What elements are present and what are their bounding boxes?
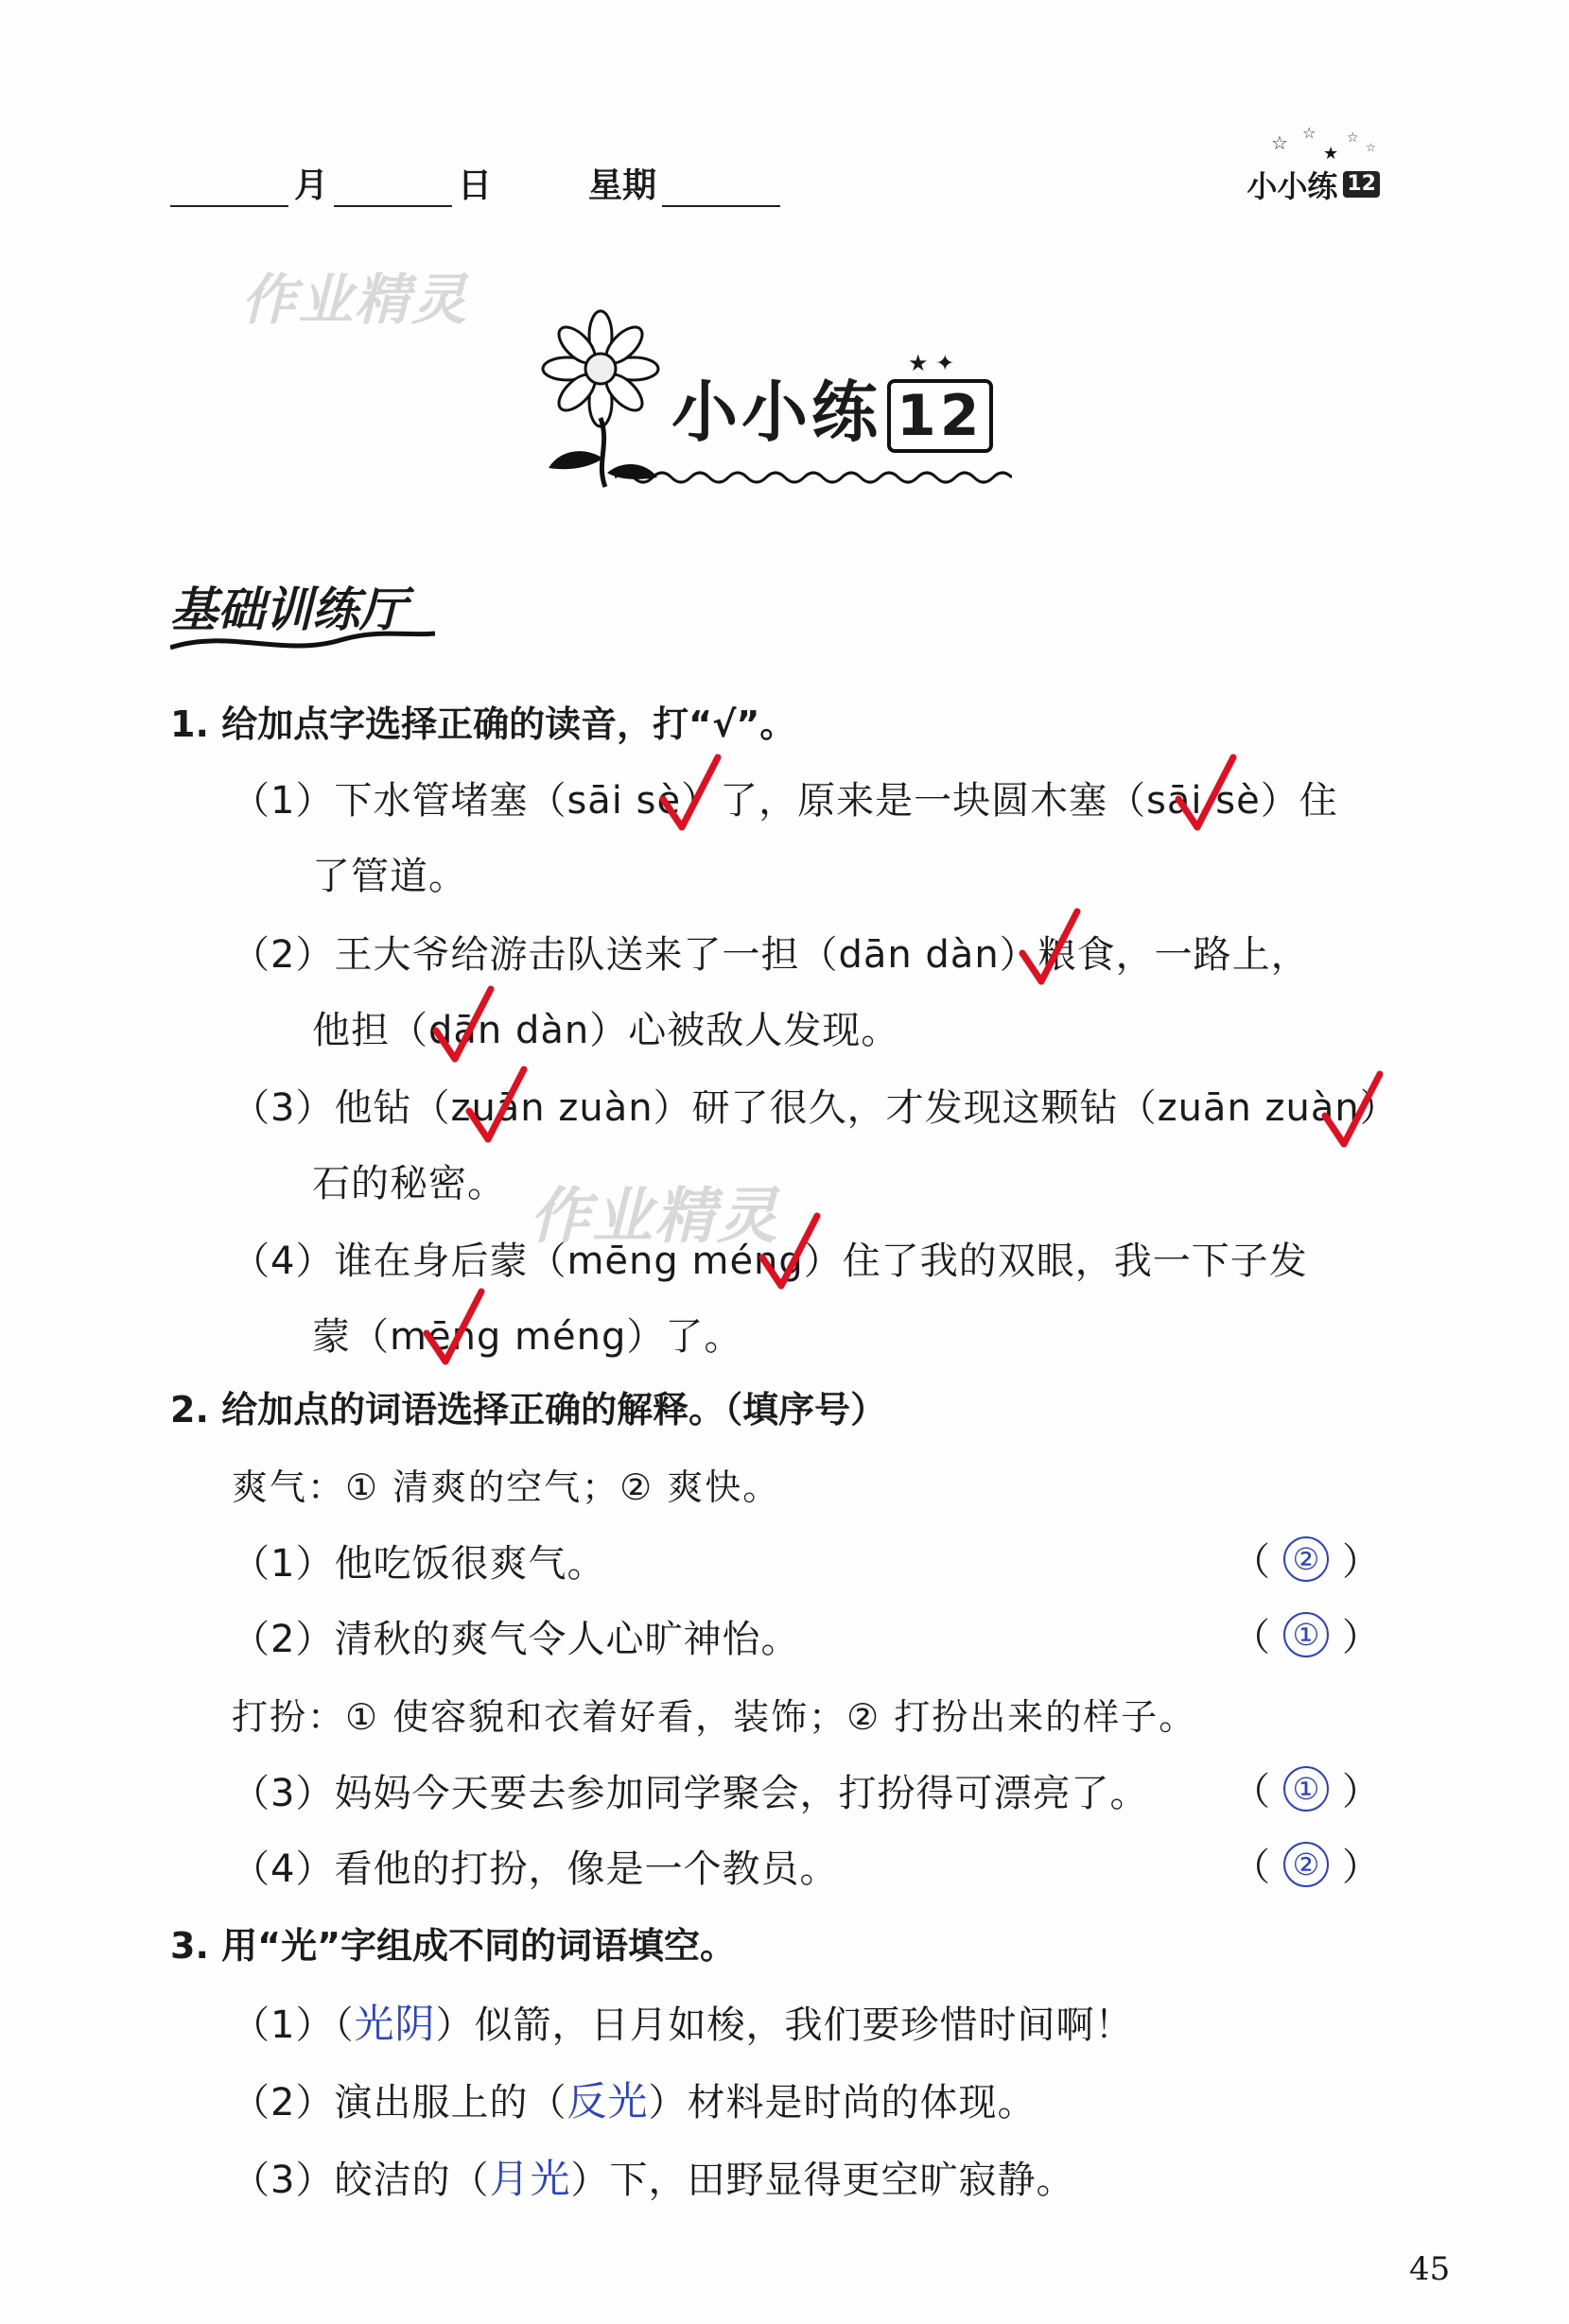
q3-item3-suffix: ）下，田野显得更空旷寂静。 bbox=[570, 2159, 1075, 2202]
q1-item4-line2: 蒙（mēng méng）了。 bbox=[312, 1315, 743, 1359]
month-blank bbox=[170, 169, 288, 207]
paren-close: ） bbox=[1342, 1540, 1380, 1584]
corner-number: 12 bbox=[1343, 171, 1380, 198]
q3-item3 bbox=[232, 2148, 1074, 2205]
page-number: 45 bbox=[1409, 2250, 1451, 2288]
title-stars-icon: ★ ✦ bbox=[908, 350, 955, 376]
q1-item1-line1: （1）下水管堵塞（sāi sè）了，原来是一块圆木塞（sāi sè）住 bbox=[232, 779, 1338, 823]
q3-item1-prefix: （1）（ bbox=[232, 2003, 355, 2047]
answer-circle: ② bbox=[1283, 1842, 1329, 1887]
q3-title: 3. 用“光”字组成不同的词语填空。 bbox=[170, 1925, 737, 1967]
q2-item2: （2）清秋的爽气令人心旷神怡。 bbox=[232, 1618, 800, 1661]
q2-item3-answer bbox=[1232, 1761, 1380, 1815]
checkmark-icon bbox=[1017, 906, 1083, 991]
page-title-text: 小小练 bbox=[671, 373, 881, 451]
title-block bbox=[530, 303, 1021, 492]
weekday-label: 星期 bbox=[588, 166, 657, 205]
q3-item1-answer: 光阴 bbox=[354, 2001, 436, 2047]
watermark-top: 作业精灵 bbox=[241, 268, 469, 332]
paren-open: （ bbox=[1232, 1616, 1270, 1659]
q2-item3: （3）妈妈今天要去参加同学聚会，打扮得可漂亮了。 bbox=[232, 1772, 1149, 1815]
q3-item2-answer: 反光 bbox=[567, 2078, 649, 2125]
checkmark-icon bbox=[463, 1064, 530, 1149]
paren-open: （ bbox=[1232, 1770, 1270, 1813]
q1-item3-line1: （3）他钻（zuān zuàn）研了很久，才发现这颗钻（zuān zuàn） bbox=[232, 1086, 1399, 1130]
checkmark-icon bbox=[1319, 1068, 1386, 1153]
q2-definition-daban: 打扮：① 使容貌和衣着好看，装饰；② 打扮出来的样子。 bbox=[232, 1696, 1197, 1738]
svg-text:☆: ☆ bbox=[1302, 124, 1316, 142]
corner-label-text: 小小练 bbox=[1246, 168, 1338, 204]
section-banner-text: 基础训练厅 bbox=[170, 582, 407, 637]
svg-text:☆: ☆ bbox=[1347, 130, 1359, 146]
paren-open: （ bbox=[1232, 1846, 1270, 1889]
day-blank bbox=[334, 169, 452, 207]
weekday-blank bbox=[662, 169, 780, 207]
q1-item2-line1: （2）王大爷给游击队送来了一担（dān dàn）粮食，一路上， bbox=[232, 933, 1310, 977]
q3-item2-prefix: （2）演出服上的（ bbox=[232, 2081, 567, 2125]
paren-close: ） bbox=[1342, 1770, 1380, 1813]
checkmark-icon bbox=[421, 1286, 487, 1371]
paren-close: ） bbox=[1342, 1846, 1380, 1889]
q2-item4: （4）看他的打扮，像是一个教员。 bbox=[232, 1847, 839, 1891]
q1-item2-line2: 他担（dān dàn）心被敌人发现。 bbox=[312, 1009, 900, 1052]
q2-item2-answer bbox=[1232, 1607, 1380, 1661]
q2-item4-answer bbox=[1232, 1837, 1380, 1891]
banner-swoosh bbox=[170, 629, 435, 657]
q1-item3-line2: 石的秘密。 bbox=[312, 1162, 506, 1205]
answer-circle: ② bbox=[1283, 1536, 1329, 1582]
page-title-number: 12 bbox=[887, 379, 993, 453]
month-label: 月 bbox=[294, 166, 329, 205]
watermark-middle: 作业精灵 bbox=[530, 1182, 779, 1252]
checkmark-icon bbox=[757, 1210, 823, 1295]
q1-item4-line1: （4）谁在身后蒙（mēng méng）住了我的双眼，我一下子发 bbox=[232, 1240, 1308, 1283]
wavy-underline bbox=[615, 468, 1012, 487]
date-line bbox=[170, 159, 780, 207]
svg-text:★: ★ bbox=[1323, 144, 1339, 164]
q3-item2 bbox=[232, 2071, 1036, 2127]
q3-item3-prefix: （3）皎洁的（ bbox=[232, 2159, 490, 2202]
answer-circle: ① bbox=[1283, 1612, 1329, 1657]
q2-title: 2. 给加点的词语选择正确的解释。（填序号） bbox=[170, 1389, 887, 1431]
q1-item1-line2: 了管道。 bbox=[312, 855, 467, 898]
corner-label bbox=[1246, 163, 1380, 206]
q2-item1-answer bbox=[1232, 1532, 1380, 1586]
q2-definition-shuangqi: 爽气：① 清爽的空气；② 爽快。 bbox=[232, 1466, 781, 1508]
paren-open: （ bbox=[1232, 1540, 1270, 1584]
q2-item1: （1）他吃饭很爽气。 bbox=[232, 1542, 606, 1586]
svg-text:☆: ☆ bbox=[1366, 141, 1376, 154]
q3-item3-answer: 月光 bbox=[489, 2156, 571, 2202]
day-label: 日 bbox=[458, 166, 493, 205]
checkmark-icon bbox=[430, 983, 497, 1068]
q3-item1-suffix: ）似箭，日月如梭，我们要珍惜时间啊！ bbox=[435, 2003, 1134, 2047]
flower-icon bbox=[530, 303, 671, 492]
checkmark-icon bbox=[657, 752, 723, 837]
paren-close: ） bbox=[1342, 1616, 1380, 1659]
q3-item2-suffix: ）材料是时尚的体现。 bbox=[648, 2081, 1037, 2125]
checkmark-icon bbox=[1173, 752, 1239, 837]
q3-item1 bbox=[232, 1993, 1133, 2050]
svg-text:☆: ☆ bbox=[1271, 131, 1288, 154]
q1-title: 1. 给加点字选择正确的读音，打“√”。 bbox=[170, 703, 796, 745]
answer-circle: ① bbox=[1283, 1766, 1329, 1812]
